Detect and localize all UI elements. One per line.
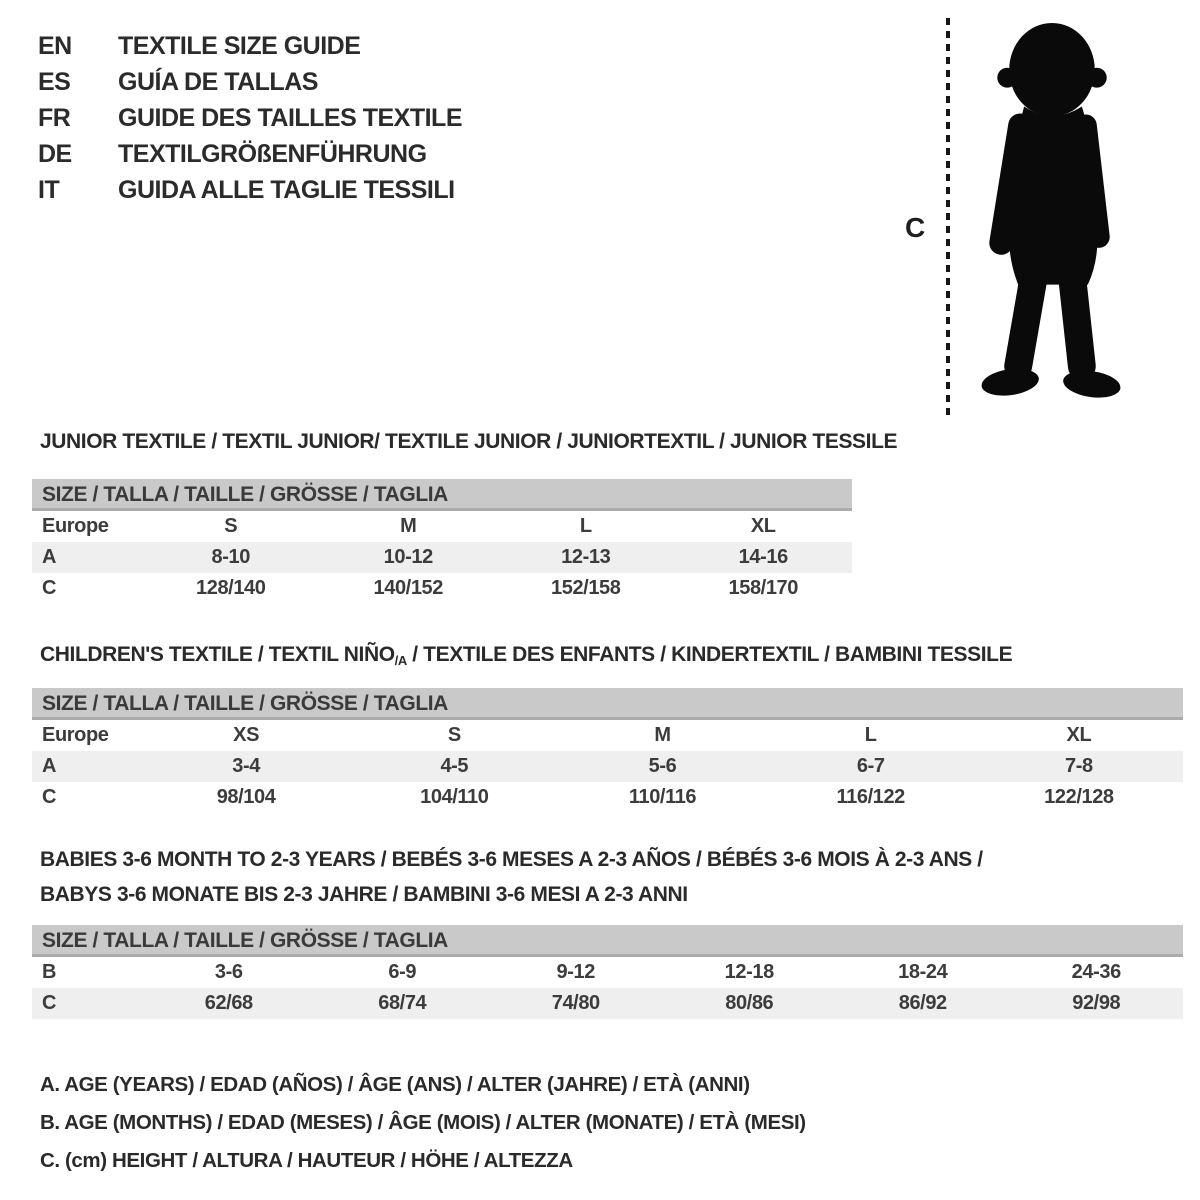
table-cell: S <box>447 724 461 746</box>
table-row <box>32 511 852 542</box>
children-title-subscript: /A <box>394 653 407 668</box>
table-cell: 5-6 <box>648 755 677 777</box>
table-row <box>32 957 1183 988</box>
lang-code: FR <box>38 104 71 132</box>
table-cell: M <box>400 515 417 537</box>
row-label: Europe <box>42 515 109 537</box>
lang-title: TEXTILGRÖßENFÜHRUNG <box>118 140 427 168</box>
table-cell: 68/74 <box>378 992 427 1014</box>
babies-size-table <box>32 925 1183 1019</box>
table-cell: 140/152 <box>373 577 443 599</box>
table-cell: 62/68 <box>204 992 253 1014</box>
children-title-post: / TEXTILE DES ENFANTS / KINDERTEXTIL / BAMBINI TESSILE <box>406 643 1013 666</box>
size-table-header: SIZE / TALLA / TAILLE / GRÖSSE / TAGLIA <box>32 925 1183 957</box>
lang-title: GUIDA ALLE TAGLIE TESSILI <box>118 176 455 204</box>
row-label: B <box>42 961 57 983</box>
lang-title: GUÍA DE TALLAS <box>118 68 318 96</box>
row-label: C <box>42 786 57 808</box>
table-cell: S <box>224 515 238 537</box>
lang-title: TEXTILE SIZE GUIDE <box>118 32 361 60</box>
table-cell: 86/92 <box>898 992 947 1014</box>
lang-row-fr <box>38 100 462 136</box>
lang-code: ES <box>38 68 71 96</box>
table-row <box>32 573 852 604</box>
lang-row-it <box>38 172 462 208</box>
table-cell: 3-6 <box>214 961 243 983</box>
children-section-title <box>40 643 1012 668</box>
table-row <box>32 988 1183 1019</box>
junior-table-rows <box>32 511 852 604</box>
table-cell: XL <box>1066 724 1092 746</box>
row-label: C <box>42 992 57 1014</box>
height-measure-label: C <box>905 212 926 243</box>
table-row <box>32 782 1183 813</box>
table-cell: 116/122 <box>836 786 905 808</box>
measurement-legend <box>40 1066 806 1180</box>
table-cell: 10-12 <box>383 546 433 568</box>
row-label: Europe <box>42 724 109 746</box>
children-size-table <box>32 688 1183 813</box>
baby-silhouette-image <box>960 12 1140 420</box>
babies-title-line1: BABIES 3-6 MONTH TO 2-3 YEARS / BEBÉS 3-6 MESES A 2-3 AÑOS / BÉBÉS 3-6 MOIS À 2-3 ANS / <box>40 848 983 871</box>
size-table-header: SIZE / TALLA / TAILLE / GRÖSSE / TAGLIA <box>32 479 852 511</box>
table-row <box>32 751 1183 782</box>
size-table-header: SIZE / TALLA / TAILLE / GRÖSSE / TAGLIA <box>32 688 1183 720</box>
table-cell: 110/116 <box>628 786 697 808</box>
legend-line-a: A. AGE (YEARS) / EDAD (AÑOS) / ÂGE (ANS) / ALTER (JAHRE) / ETÀ (ANNI) <box>40 1073 750 1096</box>
lang-row-de <box>38 136 462 172</box>
table-cell: 128/140 <box>196 577 266 599</box>
table-cell: 104/110 <box>420 786 489 808</box>
table-cell: M <box>654 724 671 746</box>
row-label: A <box>42 546 57 568</box>
table-cell: 24-36 <box>1071 961 1121 983</box>
table-cell: 98/104 <box>216 786 276 808</box>
children-table-rows <box>32 720 1183 813</box>
table-row <box>32 720 1183 751</box>
table-cell: 6-9 <box>388 961 417 983</box>
junior-section-title: JUNIOR TEXTILE / TEXTIL JUNIOR/ TEXTILE JUNIOR / JUNIORTEXTIL / JUNIOR TESSILE <box>40 430 898 453</box>
table-cell: 74/80 <box>551 992 600 1014</box>
table-cell: XL <box>750 515 776 537</box>
table-cell: 4-5 <box>440 755 469 777</box>
table-cell: 152/158 <box>551 577 621 599</box>
table-cell: 14-16 <box>738 546 788 568</box>
table-row <box>32 542 852 573</box>
table-cell: 80/86 <box>725 992 774 1014</box>
table-cell: 7-8 <box>1065 755 1093 777</box>
table-cell: 12-18 <box>724 961 774 983</box>
lang-title: GUIDE DES TAILLES TEXTILE <box>118 104 463 132</box>
lang-row-en <box>38 28 462 64</box>
table-cell: 3-4 <box>232 755 260 777</box>
legend-line-b: B. AGE (MONTHS) / EDAD (MESES) / ÂGE (MOIS) / ALTER (MONATE) / ETÀ (MESI) <box>40 1111 806 1134</box>
babies-table-rows <box>32 957 1183 1019</box>
language-title-list <box>38 28 462 208</box>
lang-row-es <box>38 64 462 100</box>
table-cell: L <box>864 724 877 746</box>
table-cell: 122/128 <box>1044 786 1114 808</box>
row-label: C <box>42 577 57 599</box>
legend-line-c: C. (cm) HEIGHT / ALTURA / HAUTEUR / HÖHE / ALTEZZA <box>40 1149 573 1172</box>
table-cell: 12-13 <box>561 546 611 568</box>
table-cell: 158/170 <box>728 577 798 599</box>
lang-code: EN <box>38 32 72 60</box>
babies-title-line2: BABYS 3-6 MONATE BIS 2-3 JAHRE / BAMBINI 3-6 MESI A 2-3 ANNI <box>40 883 688 906</box>
table-cell: 92/98 <box>1072 992 1121 1014</box>
height-measure-dashed-line <box>946 18 950 416</box>
junior-size-table <box>32 479 852 604</box>
table-cell: 9-12 <box>556 961 595 983</box>
lang-code: IT <box>38 176 60 204</box>
table-cell: 8-10 <box>211 546 250 568</box>
babies-section-title <box>40 842 1000 912</box>
table-cell: 6-7 <box>856 755 885 777</box>
table-cell: XS <box>233 724 260 746</box>
table-cell: L <box>579 515 592 537</box>
row-label: A <box>42 755 57 777</box>
children-title-pre: CHILDREN'S TEXTILE / TEXTIL NIÑO <box>40 643 395 666</box>
table-cell: 18-24 <box>898 961 948 983</box>
lang-code: DE <box>38 140 72 168</box>
